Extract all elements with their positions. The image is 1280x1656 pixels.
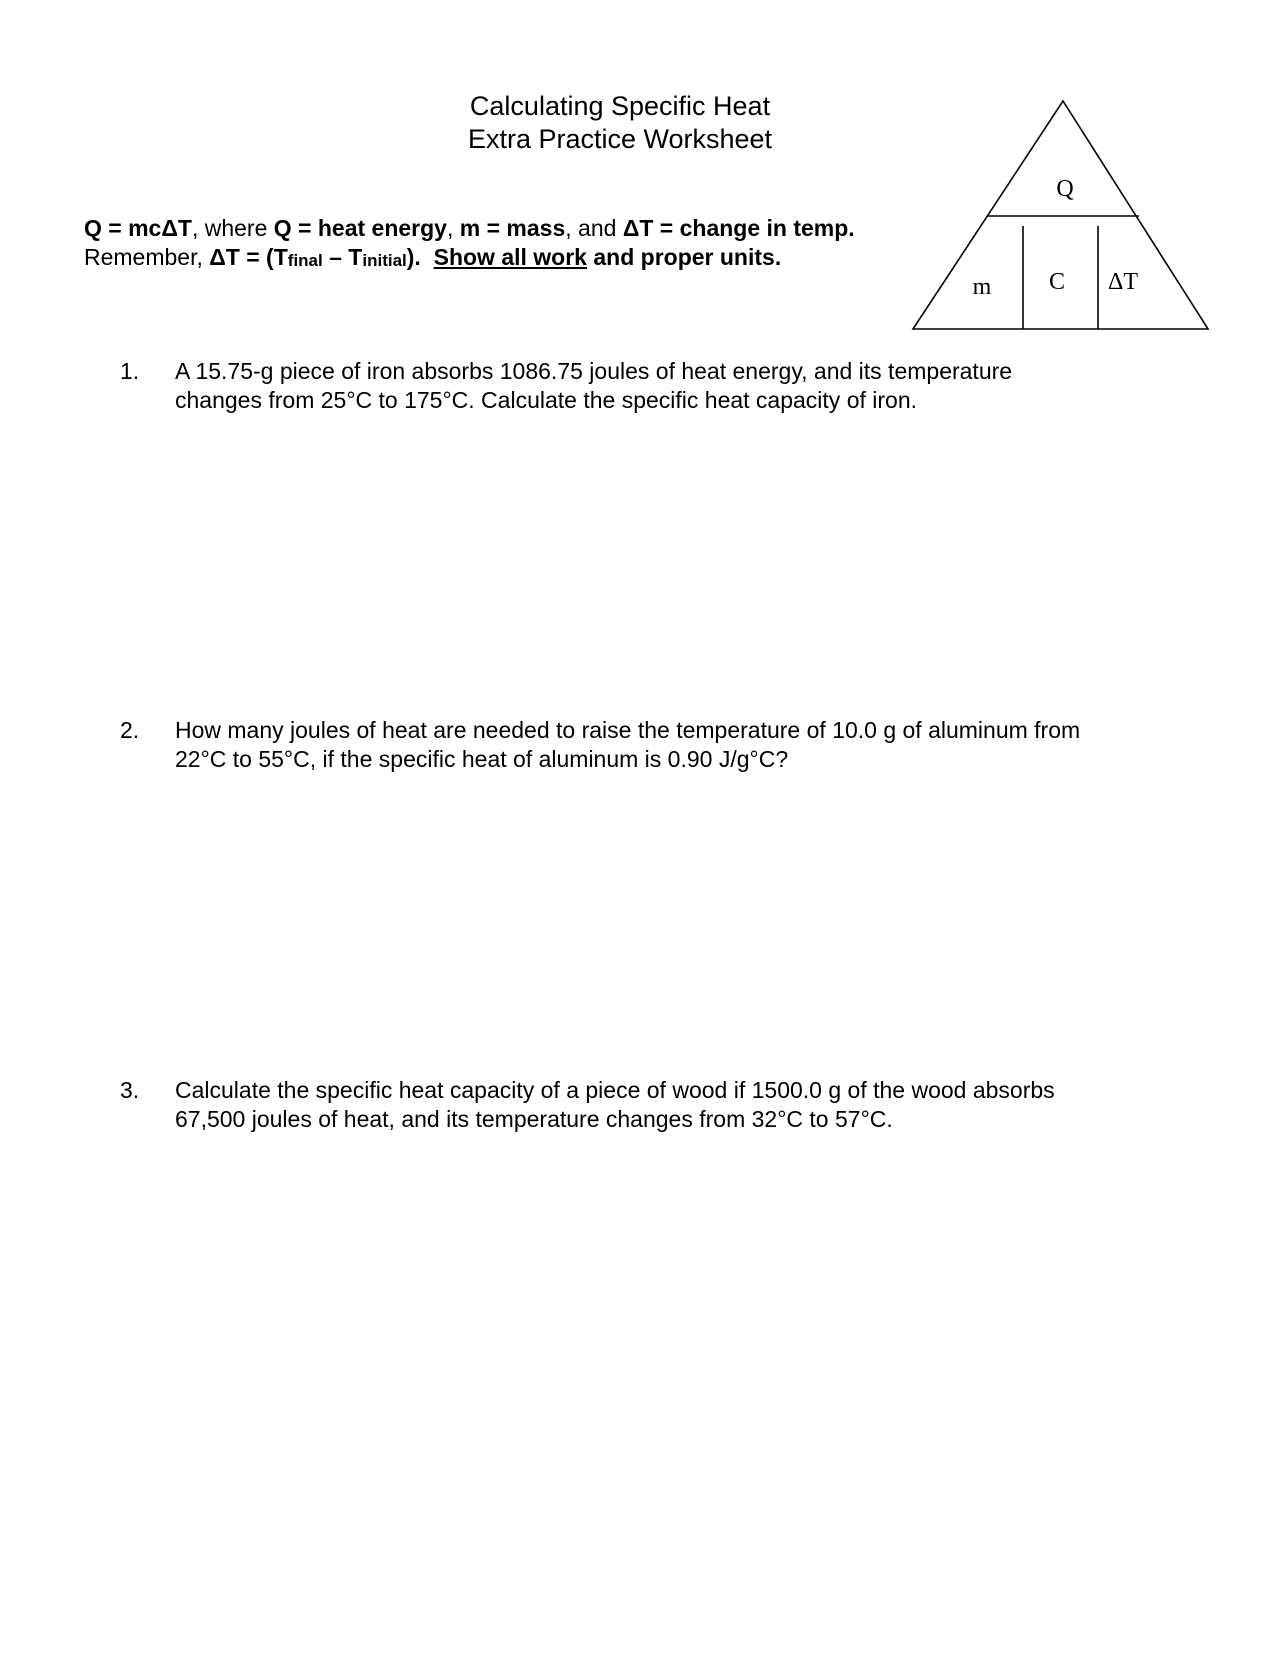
- question-text: [175, 716, 1175, 774]
- triangle-label-c: C: [1048, 269, 1066, 295]
- question-number: 1.: [120, 358, 140, 384]
- question-number: 2.: [120, 717, 140, 743]
- triangle-label-delta-t: ΔT: [1107, 269, 1139, 295]
- formula-minus: – T: [322, 244, 363, 270]
- formula-where: , where: [191, 215, 274, 241]
- formula-equation: Q = mcΔT: [84, 215, 192, 241]
- formula-dt-equation: ΔT = (T: [209, 244, 288, 270]
- title-line-2: Extra Practice Worksheet: [467, 124, 773, 154]
- formula-instructions: [84, 214, 944, 274]
- formula-triangle-diagram: [905, 96, 1215, 336]
- formula-triangle: [905, 96, 1215, 336]
- show-all-work-emphasis: Show all work: [433, 244, 587, 270]
- question-line: 22°C to 55°C, if the specific heat of aluminum is 0.90 J/g°C?: [175, 746, 789, 772]
- question-line: Calculate the specific heat capacity of a piece of wood if 1500.0 g of the wood absorbs: [175, 1077, 1055, 1103]
- question-line: changes from 25°C to 175°C. Calculate the specific heat capacity of iron.: [175, 387, 918, 413]
- formula-remember: Remember,: [84, 244, 210, 270]
- triangle-label-m: m: [972, 274, 992, 300]
- formula-final-subscript: final: [287, 251, 323, 270]
- question-line: 67,500 joules of heat, and its temperature changes from 32°C to 57°C.: [175, 1106, 893, 1132]
- question-text: [175, 1076, 1175, 1134]
- formula-comma: ,: [446, 215, 460, 241]
- formula-line-2: [84, 243, 944, 274]
- formula-line-1: [84, 214, 944, 243]
- worksheet-title: [350, 90, 890, 156]
- formula-close: ).: [406, 244, 421, 270]
- triangle-label-q: Q: [1056, 176, 1074, 202]
- question-number: 3.: [120, 1077, 140, 1103]
- question-line: How many joules of heat are needed to raise the temperature of 10.0 g of aluminum from: [175, 717, 1081, 743]
- formula-m-definition: m = mass: [459, 215, 566, 241]
- formula-initial-subscript: initial: [362, 251, 407, 270]
- formula-dt-definition: ΔT = change in temp.: [622, 215, 855, 241]
- question-line: A 15.75-g piece of iron absorbs 1086.75 joules of heat energy, and its temperature: [175, 358, 1013, 384]
- proper-units-text: and proper units.: [586, 244, 782, 270]
- question-text: [175, 357, 1175, 415]
- formula-and: , and: [565, 215, 623, 241]
- formula-q-definition: Q = heat energy: [273, 215, 447, 241]
- title-line-1: Calculating Specific Heat: [469, 91, 771, 121]
